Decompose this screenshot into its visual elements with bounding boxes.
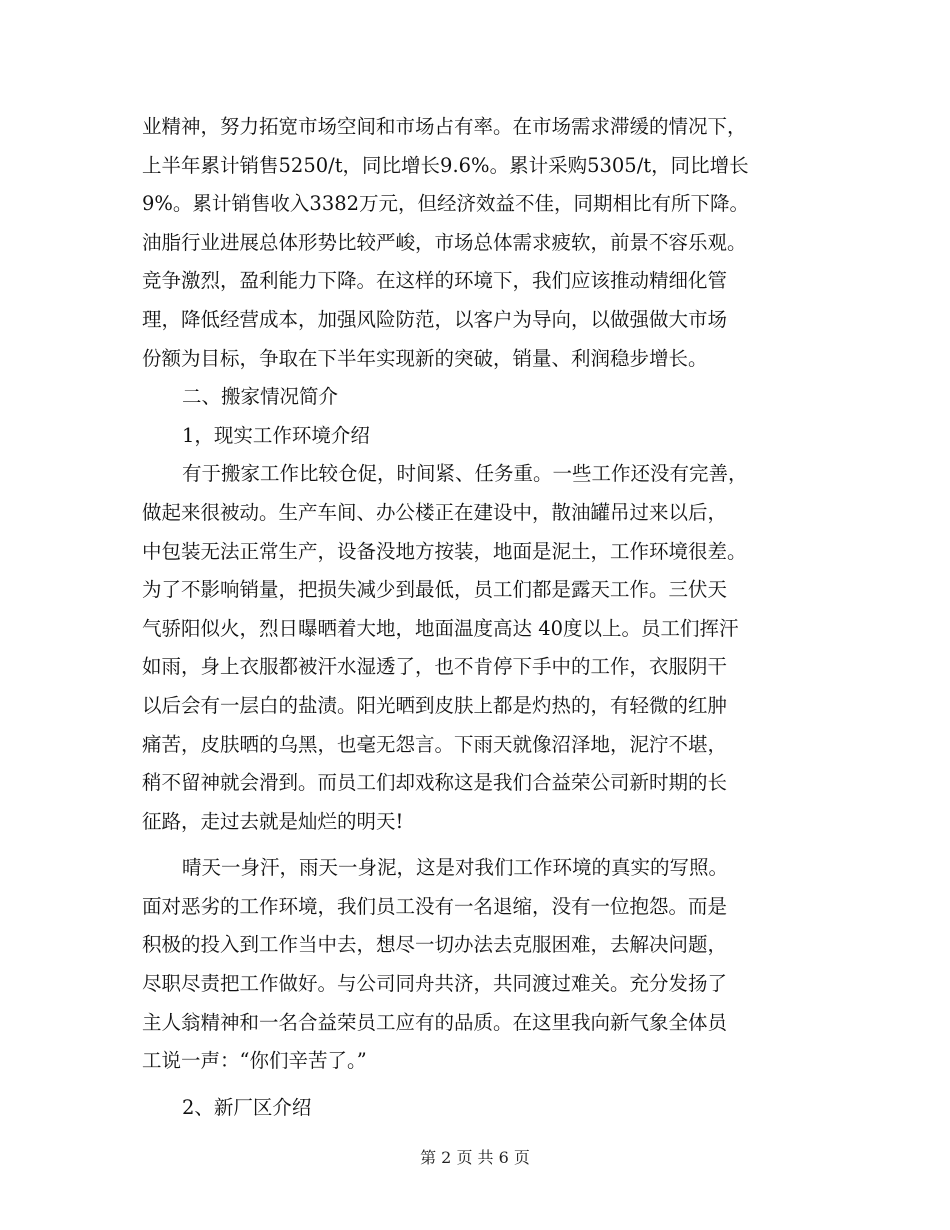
paragraph-gap xyxy=(142,1081,812,1089)
text-line: 痛苦，皮肤晒的乌黑，也毫无怨言。下雨天就像沼泽地，泥泞不堪， xyxy=(142,732,728,756)
text-line: 理，降低经营成本，加强风险防范，以客户为导向，以做强做大市场 xyxy=(142,307,728,331)
text-line: 油脂行业进展总体形势比较严峻，市场总体需求疲软，前景不容乐观。 xyxy=(142,230,747,254)
text-line: 气骄阳似火，烈日曝晒着大地，地面温度高达 40度以上。员工们挥汗 xyxy=(142,616,739,640)
text-line: 做起来很被动。生产车间、办公楼正在建设中，散油罐吊过来以后， xyxy=(142,500,728,524)
text-line: 主人翁精神和一名合益荣员工应有的品质。在这里我向新气象全体员 xyxy=(142,1010,728,1034)
paragraph-market-summary xyxy=(142,108,812,378)
paragraph-gap xyxy=(142,841,812,849)
text-line: 工说一声：“你们辛苦了。” xyxy=(142,1049,367,1073)
text-line: 面对恶劣的工作环境，我们员工没有一名退缩，没有一位抱怨。而是 xyxy=(142,894,728,918)
text-line: 如雨，身上衣服都被汗水湿透了，也不肯停下手中的工作，衣服阴干 xyxy=(142,655,728,679)
text-line: 上半年累计销售5250/t，同比增长9.6%。累计采购5305/t，同比增长 xyxy=(142,153,749,177)
subsection-heading-work-environment: 1，现实工作环境介绍 xyxy=(182,423,370,447)
text-line: 稍不留神就会滑到。而员工们却戏称这是我们合益荣公司新时期的长 xyxy=(142,771,728,795)
text-line: 9%。累计销售收入3382万元，但经济效益不佳，同期相比有所下降。 xyxy=(142,192,750,216)
text-line: 以后会有一层白的盐渍。阳光晒到皮肤上都是灼热的，有轻微的红肿 xyxy=(142,693,728,717)
document-body xyxy=(142,108,812,1127)
section-heading-relocation: 二、搬家情况简介 xyxy=(182,385,339,409)
text-line: 业精神，努力拓宽市场空间和市场占有率。在市场需求滞缓的情况下， xyxy=(142,115,747,138)
paragraph-employee-spirit xyxy=(142,849,812,1081)
text-line: 有于搬家工作比较仓促，时间紧、任务重。一些工作还没有完善， xyxy=(182,462,748,486)
text-line: 晴天一身汗，雨天一身泥，这是对我们工作环境的真实的写照。 xyxy=(182,856,729,880)
subsection-heading-new-plant: 2、新厂区介绍 xyxy=(182,1095,312,1119)
page-number-footer: 第 2 页 共 6 页 xyxy=(420,1148,530,1167)
text-line: 中包装无法正常生产，设备没地方按装，地面是泥土，工作环境很差。 xyxy=(142,539,747,563)
paragraph-work-environment xyxy=(142,455,812,841)
text-line: 尽职尽责把工作做好。与公司同舟共济，共同渡过难关。充分发扬了 xyxy=(142,972,728,996)
text-line: 份额为目标，争取在下半年实现新的突破，销量、利润稳步增长。 xyxy=(142,346,708,370)
text-line: 积极的投入到工作当中去，想尽一切办法去克服困难，去解决问题， xyxy=(142,933,728,957)
text-line: 为了不影响销量，把损失减少到最低，员工们都是露天工作。三伏天 xyxy=(142,578,728,602)
text-line: 征路，走过去就是灿烂的明天! xyxy=(142,809,404,833)
text-line: 竞争激烈，盈利能力下降。在这样的环境下，我们应该推动精细化管 xyxy=(142,269,728,293)
